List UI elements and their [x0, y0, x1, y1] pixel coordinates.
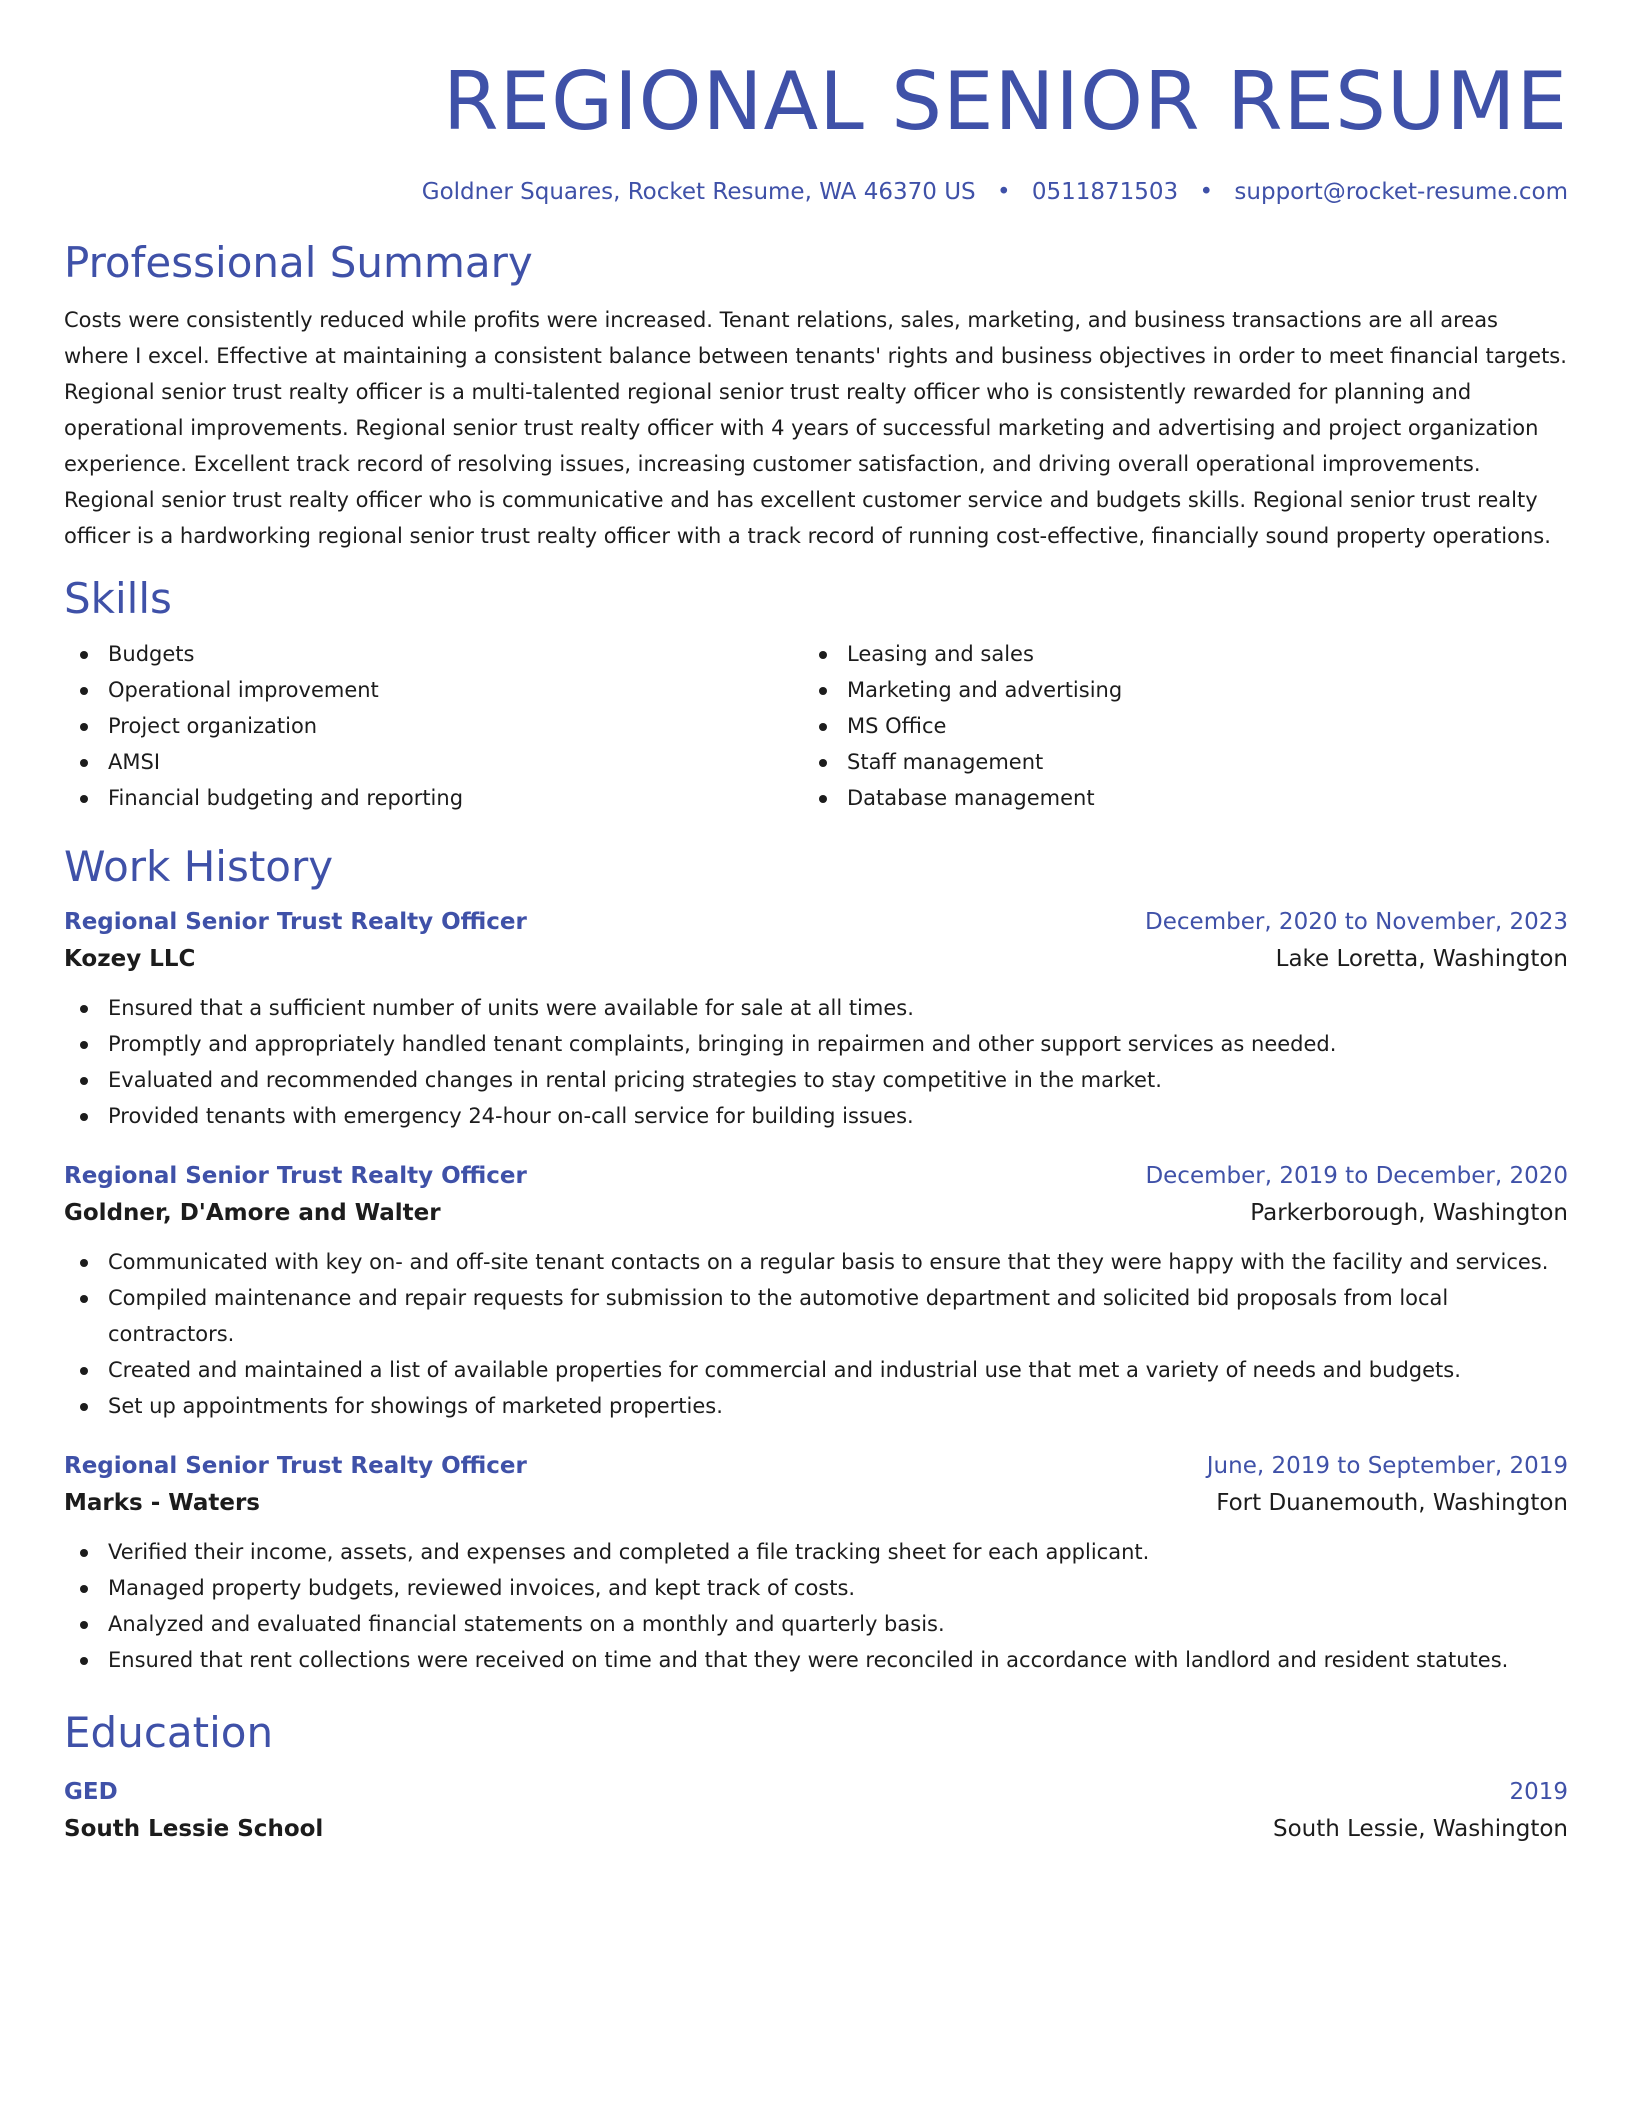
job-company-row — [64, 1484, 1568, 1522]
skill-item: Financial budgeting and reporting — [64, 780, 803, 816]
contact-separator: • — [1199, 179, 1214, 205]
job-company: Goldner, D'Amore and Walter — [64, 1200, 441, 1226]
job-bullets — [64, 1244, 1568, 1424]
job-entry — [64, 1448, 1568, 1678]
education-school-row — [64, 1810, 1568, 1848]
resume-header — [64, 50, 1568, 208]
job-bullet: Communicated with key on- and off-site tenant contacts on a regular basis to ensure that they were happy with the facility and services. — [64, 1244, 1568, 1280]
skills-list — [64, 636, 1568, 816]
job-bullet: Ensured that rent collections were received on time and that they were reconciled in accordance with landlord and resident statutes. — [64, 1642, 1568, 1678]
job-bullet: Verified their income, assets, and expenses and completed a file tracking sheet for each applicant. — [64, 1534, 1568, 1570]
work-history-heading: Work History — [64, 842, 334, 891]
job-bullet: Compiled maintenance and repair requests for submission to the automotive department and solicited bid proposals from local contractors. — [64, 1280, 1568, 1352]
skills-heading: Skills — [64, 574, 172, 623]
education-heading: Education — [64, 1708, 274, 1757]
education-school: South Lessie School — [64, 1816, 324, 1842]
job-company-row — [64, 1194, 1568, 1232]
skill-item: AMSI — [64, 744, 803, 780]
job-bullets — [64, 990, 1568, 1134]
job-bullets — [64, 1534, 1568, 1678]
job-company-row — [64, 940, 1568, 978]
education-year: 2019 — [1509, 1779, 1568, 1805]
skill-item: Leasing and sales — [803, 636, 1542, 672]
job-entry — [64, 1158, 1568, 1424]
skill-item: Budgets — [64, 636, 803, 672]
job-title-row — [64, 1158, 1568, 1194]
skills-column-right — [803, 636, 1542, 816]
job-entry — [64, 904, 1568, 1134]
job-dates: December, 2019 to December, 2020 — [1145, 1163, 1568, 1189]
contact-separator: • — [996, 179, 1011, 205]
contact-email: support@rocket-resume.com — [1234, 179, 1568, 205]
job-title: Regional Senior Trust Realty Officer — [64, 909, 527, 935]
job-title: Regional Senior Trust Realty Officer — [64, 1163, 527, 1189]
skill-item: Operational improvement — [64, 672, 803, 708]
skill-item: Database management — [803, 780, 1542, 816]
skill-item: Project organization — [64, 708, 803, 744]
skill-item: Marketing and advertising — [803, 672, 1542, 708]
job-title-row — [64, 904, 1568, 940]
job-bullet: Set up appointments for showings of marketed properties. — [64, 1388, 1568, 1424]
resume-name: REGIONAL SENIOR RESUME — [442, 55, 1568, 148]
job-bullet: Ensured that a sufficient number of units were available for sale at all times. — [64, 990, 1568, 1026]
job-location: Fort Duanemouth, Washington — [1216, 1490, 1568, 1516]
job-company: Kozey LLC — [64, 946, 196, 972]
job-bullet: Managed property budgets, reviewed invoices, and kept track of costs. — [64, 1570, 1568, 1606]
job-title: Regional Senior Trust Realty Officer — [64, 1453, 527, 1479]
education-degree-row — [64, 1774, 1568, 1810]
skill-item: MS Office — [803, 708, 1542, 744]
job-bullet: Created and maintained a list of available properties for commercial and industrial use that met a variety of needs and budgets. — [64, 1352, 1568, 1388]
job-dates: December, 2020 to November, 2023 — [1145, 909, 1568, 935]
summary-heading: Professional Summary — [64, 238, 533, 287]
job-bullet: Provided tenants with emergency 24-hour on-call service for building issues. — [64, 1098, 1568, 1134]
contact-line — [64, 176, 1568, 208]
job-company: Marks - Waters — [64, 1490, 260, 1516]
summary-text: Costs were consistently reduced while profits were increased. Tenant relations, sales, marketing, and business transactions are all areas where I excel. Effective at maintaining a consistent balance between tenants' rights and business objectives in order to meet financial targets. Regional senior trust realty officer is a multi-talented regional senior trust realty officer who is consistently rewarded for planning and operational improvements. Regional senior trust realty officer with 4 years of successful marketing and advertising and project organization experience. Excellent track record of resolving issues, increasing customer satisfaction, and driving overall operational improvements. Regional senior trust realty officer who is communicative and has excellent customer service and budgets skills. Regional senior trust realty officer is a hardworking regional senior trust realty officer with a track record of running cost-effective, financially sound property operations. — [64, 308, 1567, 548]
job-title-row — [64, 1448, 1568, 1484]
job-dates: June, 2019 to September, 2019 — [1206, 1453, 1568, 1479]
job-location: Parkerborough, Washington — [1250, 1200, 1568, 1226]
skill-item: Staff management — [803, 744, 1542, 780]
job-location: Lake Loretta, Washington — [1275, 946, 1568, 972]
contact-address: Goldner Squares, Rocket Resume, WA 46370 US — [421, 179, 976, 205]
job-bullet: Evaluated and recommended changes in rental pricing strategies to stay competitive in the market. — [64, 1062, 1568, 1098]
education-location: South Lessie, Washington — [1272, 1816, 1568, 1842]
job-bullet: Analyzed and evaluated financial statements on a monthly and quarterly basis. — [64, 1606, 1568, 1642]
contact-phone: 0511871503 — [1031, 179, 1179, 205]
skills-column-left — [64, 636, 803, 816]
education-entry — [64, 1774, 1568, 1848]
job-bullet: Promptly and appropriately handled tenant complaints, bringing in repairmen and other support services as needed. — [64, 1026, 1568, 1062]
education-degree: GED — [64, 1779, 118, 1805]
